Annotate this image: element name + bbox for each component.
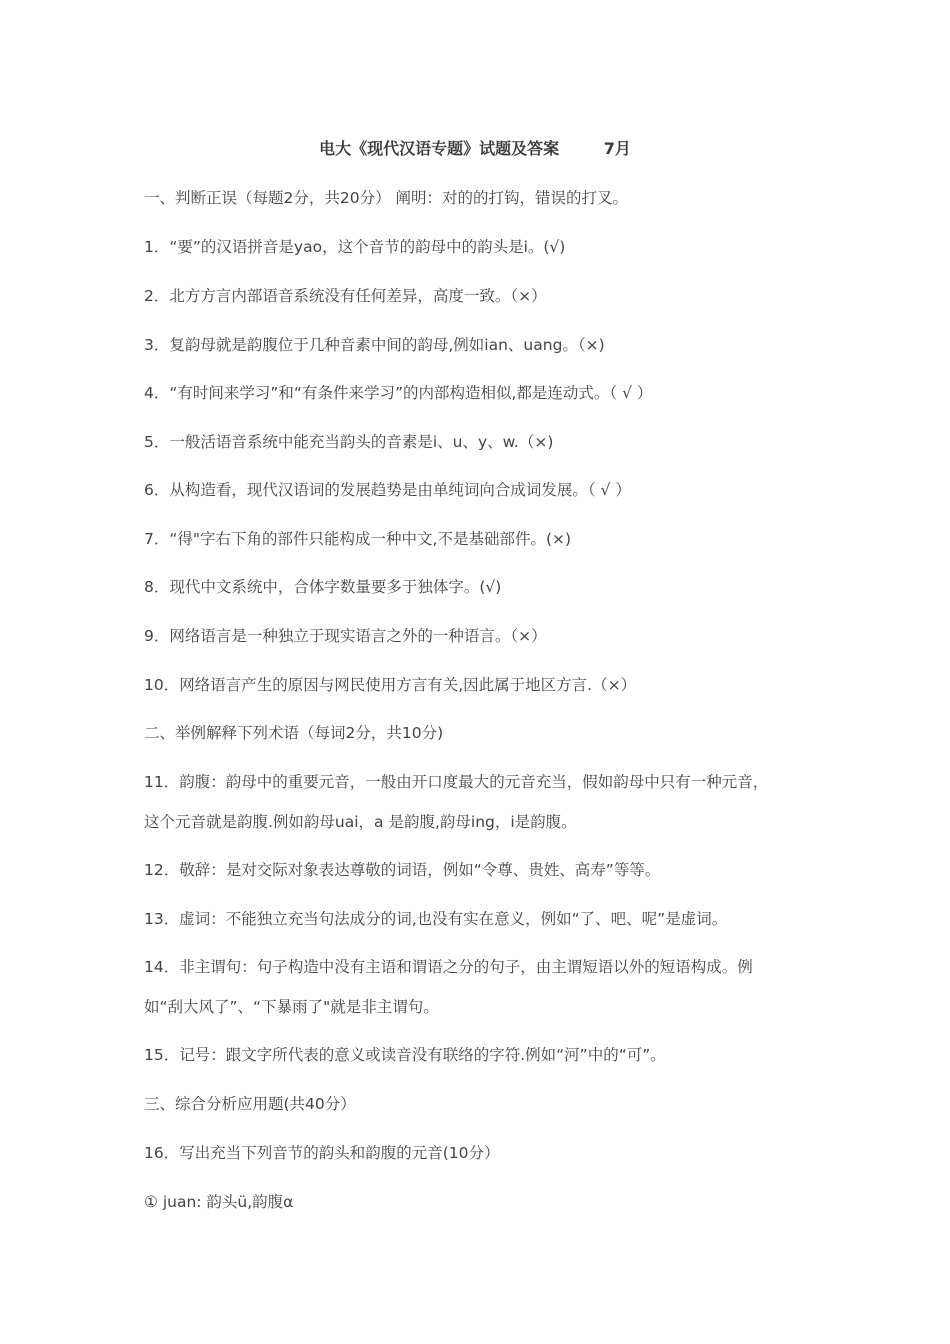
question-7: 7．“得"字右下角的部件只能构成一种中文,不是基础部件。(×) (144, 530, 572, 548)
section-3-heading: 三、综合分析应用题(共40分） (144, 1095, 356, 1113)
document-title: 电大《现代汉语专题》试题及答案 7月 (319, 139, 631, 158)
question-6: 6．从构造看，现代汉语词的发展趋势是由单纯词向合成词发展。（ √ ） (144, 481, 631, 499)
question-14: 14．非主谓句：句子构造中没有主语和谓语之分的句子，由主谓短语以外的短语构成。例 (144, 958, 753, 976)
question-9: 9．网络语言是一种独立于现实语言之外的一种语言。（×） (144, 627, 547, 645)
question-8: 8．现代中文系统中，合体字数量要多于独体字。(√) (144, 578, 502, 596)
question-3: 3．复韵母就是韵腹位于几种音素中间的韵母,例如ian、uang。（×) (144, 336, 605, 354)
question-1: 1．“要”的汉语拼音是yao，这个音节的韵母中的韵头是i。(√) (144, 238, 566, 256)
question-11-continued: 这个元音就是韵腹.例如韵母uai，a 是韵腹,韵母ing，i是韵腹。 (144, 813, 577, 831)
question-12: 12．敬辞：是对交际对象表达尊敬的词语，例如“令尊、贵姓、高寿”等等。 (144, 861, 661, 879)
question-11: 11．韵腹：韵母中的重要元音，一般由开口度最大的元音充当，假如韵母中只有一种元音， (144, 773, 769, 791)
question-2: 2．北方方言内部语音系统没有任何差异，高度一致。（×） (144, 287, 547, 305)
question-16: 16．写出充当下列音节的韵头和韵腹的元音(10分） (144, 1144, 500, 1162)
question-13: 13．虚词：不能独立充当句法成分的词,也没有实在意义，例如“了、吧、呢”是虚词。 (144, 910, 728, 928)
question-15: 15．记号：跟文字所代表的意义或读音没有联络的字符.例如“河”中的“可”。 (144, 1046, 666, 1064)
section-2-heading: 二、举例解释下列术语（每词2分，共10分) (144, 724, 444, 742)
question-4: 4．“有时间来学习”和“有条件来学习”的内部构造相似,都是连动式。（ √ ） (144, 384, 653, 402)
question-16-item-1: ① juan: 韵头ü,韵腹α (144, 1193, 294, 1211)
question-14-continued: 如“刮大风了”、“下暴雨了"就是非主谓句。 (144, 998, 439, 1016)
section-1-heading: 一、判断正误（每题2分，共20分） 阐明：对的的打钩，错误的打叉。 (144, 189, 629, 207)
question-5: 5．一般活语音系统中能充当韵头的音素是i、u、y、w.（×) (144, 433, 554, 451)
question-10: 10．网络语言产生的原因与网民使用方言有关,因此属于地区方言.（×） (144, 676, 637, 694)
